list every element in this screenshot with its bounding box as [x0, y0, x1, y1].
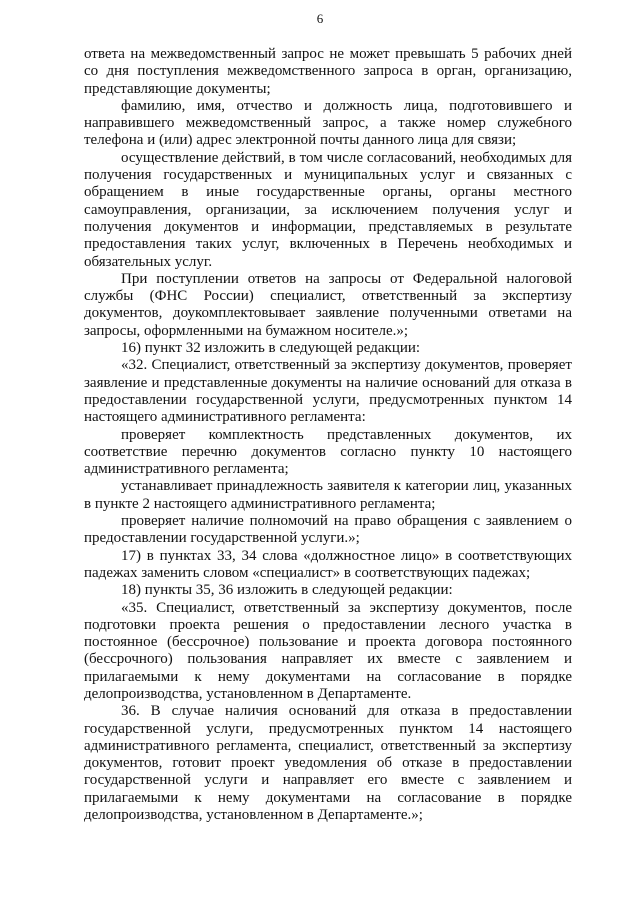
paragraph: фамилию, имя, отчество и должность лица, подготовившего и направившего межведомственный запрос, а также номер служебного телефона и (или) адрес электронной почты данного лица для связи;: [84, 97, 572, 149]
paragraph: проверяет комплектность представленных документов, их соответствие перечню документов согласно пункту 10 настоящего административного регламента;: [84, 426, 572, 478]
paragraph: 36. В случае наличия оснований для отказа в предоставлении государственной услуги, предусмотренных пунктом 14 настоящего административного регламента, специалист, ответственный за экспертизу документов, готовит проект уведомления об отказе в предоставлении государственной услуги и направляет его вместе с заявлением и прилагаемыми к нему документами на согласование в порядке делопроизводства, установленном в Департаменте.»;: [84, 703, 572, 824]
page-number: 6: [316, 11, 324, 26]
paragraph: проверяет наличие полномочий на право обращения с заявлением о предоставлении государственной услуги.»;: [84, 513, 572, 547]
paragraph: «32. Специалист, ответственный за экспертизу документов, проверяет заявление и представленные документы на наличие оснований для отказа в предоставлении государственной услуги, предусмотренных пунктом 14 настоящего административного регламента:: [84, 357, 572, 426]
paragraph: устанавливает принадлежность заявителя к категории лиц, указанных в пункте 2 настоящего административного регламента;: [84, 478, 572, 512]
paragraph: 17) в пунктах 33, 34 слова «должностное лицо» в соответствующих падежах заменить словом «специалист» в соответствующих падежах;: [84, 547, 572, 581]
paragraph: «35. Специалист, ответственный за экспертизу документов, после подготовки проекта решения о предоставлении лесного участка в постоянное (бессрочное) пользование и проекта договора постоянного (бессрочного) пользования направляет их вместе с заявлением и прилагаемыми к нему документами на согласование в порядке делопроизводства, установленном в Департаменте.: [84, 599, 572, 702]
paragraph: 16) пункт 32 изложить в следующей редакции:: [121, 340, 421, 357]
document-body: [84, 46, 572, 824]
paragraph: При поступлении ответов на запросы от Федеральной налоговой службы (ФНС России) специалист, ответственный за экспертизу документов, доукомплектовывает заявление полученными ответами на запросы, оформленными на бумажном носителе.»;: [84, 270, 572, 339]
paragraph: осуществление действий, в том числе согласований, необходимых для получения государственных и муниципальных услуг и связанных с обращением в иные государственные органы, органы местного самоуправления, организации, за исключением получения услуг и получения документов и информации, представляемых в результате предоставления таких услуг, включенных в Перечень необходимых и обязательных услуг.: [84, 149, 572, 270]
paragraph-continuation: ответа на межведомственный запрос не может превышать 5 рабочих дней со дня поступления межведомственного запроса в орган, организацию, представляющие документы;: [84, 46, 572, 97]
paragraph: 18) пункты 35, 36 изложить в следующей редакции:: [121, 582, 453, 599]
